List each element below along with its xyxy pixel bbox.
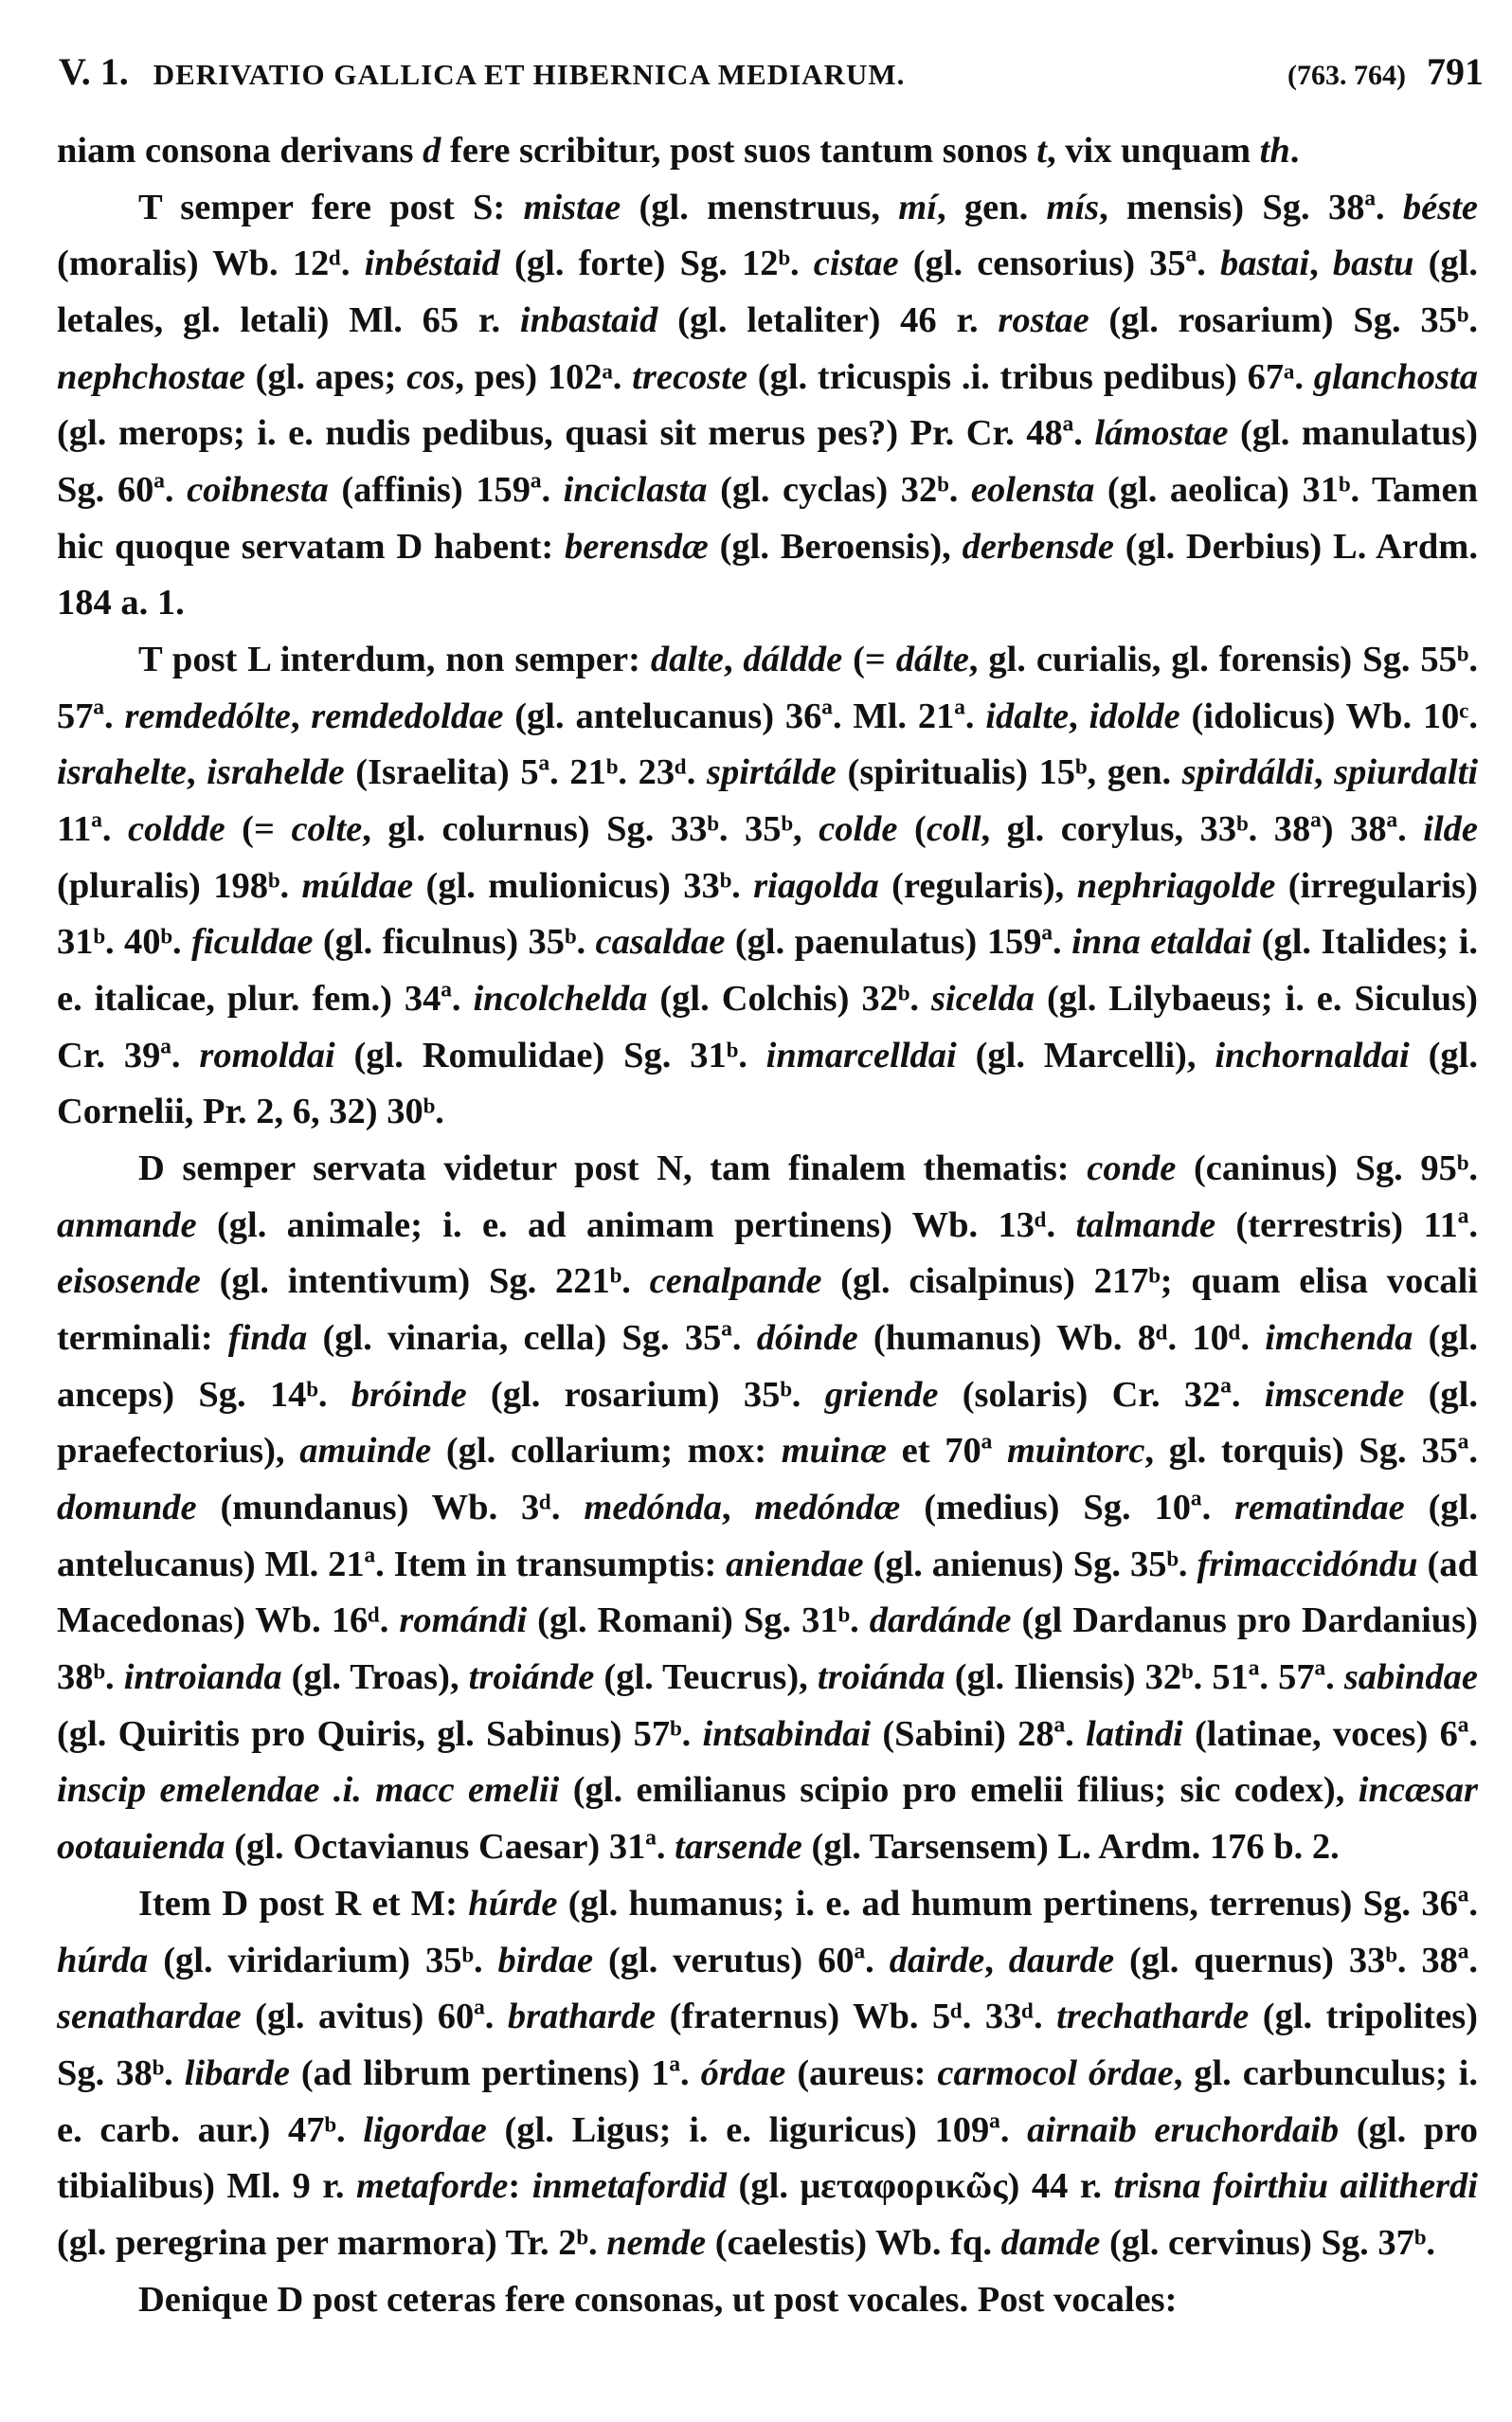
text-run: (gl. Colchis) 32ᵇ.: [647, 979, 931, 1020]
text-run: (aureus:: [785, 2052, 938, 2093]
text-run: ,: [723, 640, 744, 680]
text-run: ,: [721, 1488, 755, 1528]
header-title: DERIVATIO GALLICA ET HIBERNICA MEDIARUM.: [153, 58, 906, 91]
text-run: (gl. merops; i. e. nudis pedibus, quasi sit merus pes?) Pr. Cr. 48ª.: [57, 413, 1095, 454]
text-run: (gl. Tarsensem) L. Ardm. 176 b. 2.: [801, 1827, 1340, 1868]
italic-term: trecoste: [632, 356, 748, 397]
text-run: (gl. manulatus) Sg. 60ª.: [57, 413, 1478, 511]
text-run: (gl. quernus) 33ᵇ. 38ª.: [1114, 1940, 1479, 1980]
italic-term: romándi: [399, 1600, 528, 1641]
text-run: (: [897, 809, 927, 850]
text-run: (gl. cyclas) 32ᵇ.: [707, 470, 971, 511]
text-run: .: [1289, 131, 1300, 171]
italic-term: cos: [406, 356, 456, 397]
text-run: (medius) Sg. 10ª.: [900, 1488, 1235, 1528]
italic-term: dáldde: [743, 640, 843, 680]
text-run: (Israelita) 5ª. 21ᵇ. 23ᵈ.: [344, 752, 707, 793]
italic-term: inciclasta: [563, 470, 708, 511]
text-run: (ad librum pertinens) 1ª.: [289, 2052, 701, 2093]
italic-term: cistae: [813, 244, 899, 284]
text-run: (irregularis) 31ᵇ. 40ᵇ.: [57, 865, 1478, 963]
italic-term: inbastaid: [519, 300, 658, 341]
text-run: , gl. corylus, 33ᵇ. 38ª) 38ª.: [981, 809, 1424, 850]
text-run: (gl. Marcelli),: [956, 1035, 1215, 1075]
italic-term: domunde: [57, 1488, 197, 1528]
text-run: (gl. letales, gl. letali) Ml. 65 r.: [57, 244, 1478, 341]
text-run: (gl. animale; i. e. ad animam pertinens) Wb. 13ᵈ.: [196, 1204, 1076, 1245]
text-run: (gl. avitus) 60ª.: [241, 1997, 508, 2037]
text-run: ,: [984, 1940, 1009, 1980]
italic-term: glanchosta: [1313, 356, 1478, 397]
italic-term: lámostae: [1094, 413, 1229, 454]
italic-term: mistae: [523, 187, 621, 227]
text-run: (gl. Cornelii, Pr. 2, 6, 32) 30ᵇ.: [57, 1035, 1478, 1132]
text-run: , gen.: [936, 187, 1047, 227]
text-run: (gl. praefectorius),: [57, 1374, 1478, 1472]
text-run: (spiritualis) 15ᵇ, gen.: [836, 752, 1182, 793]
italic-term: israhelte: [57, 752, 187, 793]
italic-term: órdae: [700, 2052, 786, 2093]
italic-term: coll: [926, 809, 981, 850]
italic-term: aniendae: [726, 1544, 864, 1584]
italic-term: anmande: [57, 1204, 197, 1245]
italic-term: nephriagolde: [1076, 865, 1276, 906]
text-run: (caelestis) Wb. fq.: [706, 2222, 1001, 2263]
section-number: V. 1.: [59, 50, 129, 93]
text-run: (gl. peregrina per marmora) Tr. 2ᵇ.: [57, 2222, 607, 2263]
text-run: (gl. cervinus) Sg. 37ᵇ.: [1100, 2222, 1436, 2263]
text-run: (gl. aeolica) 31ᵇ. Tamen hic quoque servatam D habent:: [57, 470, 1478, 567]
text-run: (gl. Troas),: [281, 1657, 469, 1698]
text-run: Item D post R et M:: [138, 1883, 469, 1924]
text-run: (fraternus) Wb. 5ᵈ. 33ᵈ.: [656, 1997, 1057, 2037]
italic-term: birdae: [497, 1940, 594, 1980]
text-run: (gl. forte) Sg. 12ᵇ.: [499, 244, 814, 284]
text-run: (gl. censorius) 35ª.: [898, 244, 1220, 284]
text-run: (gl. tripolites) Sg. 38ᵇ.: [57, 1997, 1478, 2093]
italic-term: t: [1036, 131, 1047, 171]
text-run: (gl. pro tibialibus) Ml. 9 r.: [57, 2109, 1478, 2207]
italic-term: húrde: [468, 1883, 558, 1924]
italic-term: dóinde: [756, 1318, 858, 1359]
italic-term: daurde: [1008, 1940, 1115, 1980]
paragraph: [57, 632, 1478, 1141]
italic-term: talmande: [1075, 1204, 1216, 1245]
text-run: (gl. Ligus; i. e. liguricus) 109ª.: [486, 2109, 1028, 2150]
italic-term: inchornaldai: [1215, 1035, 1410, 1075]
italic-term: derbensde: [962, 526, 1114, 567]
italic-term: carmocol órdae: [937, 2052, 1174, 2093]
italic-term: tarsende: [675, 1827, 802, 1868]
italic-term: bratharde: [507, 1997, 657, 2037]
text-run: (gl. Octavianus Caesar) 31ª.: [225, 1827, 675, 1868]
text-run: (gl. viridarium) 35ᵇ.: [148, 1940, 498, 1980]
italic-term: spirdáldi: [1181, 752, 1314, 793]
italic-term: bastu: [1332, 244, 1414, 284]
text-run: (regularis),: [878, 865, 1077, 906]
margin-range: (763. 764): [1287, 60, 1406, 91]
text-run: (gl. humanus; i. e. ad humum pertinens, terrenus) Sg. 36ª.: [557, 1883, 1478, 1924]
text-run: (Sabini) 28ª.: [871, 1713, 1087, 1754]
text-run: , pes) 102ᵃ.: [455, 356, 633, 397]
text-run: (mundanus) Wb. 3ᵈ.: [196, 1488, 585, 1528]
italic-term: idolde: [1089, 696, 1180, 736]
italic-term: airnaib eruchordaib: [1027, 2109, 1340, 2150]
italic-term: bastai: [1219, 244, 1310, 284]
italic-term: sicelda: [930, 979, 1035, 1020]
text-run: (gl. paenulatus) 159ª.: [725, 922, 1072, 963]
italic-term: damde: [1000, 2222, 1101, 2263]
text-run: niam consona derivans: [57, 131, 423, 171]
text-run: (gl. Derbius) L. Ardm. 184 a. 1.: [57, 526, 1478, 624]
text-run: (terrestris) 11ª.: [1215, 1204, 1479, 1245]
italic-term: troiánda: [817, 1657, 945, 1698]
text-run: (humanus) Wb. 8ᵈ. 10ᵈ.: [857, 1318, 1266, 1359]
italic-term: d: [423, 131, 441, 171]
italic-term: inbéstaid: [364, 244, 500, 284]
italic-term: ilde: [1423, 809, 1478, 850]
text-run: (gl. mulionicus) 33ᵇ.: [413, 865, 754, 906]
text-run: D semper servata videtur post N, tam finalem thematis:: [138, 1148, 1088, 1189]
italic-term: colte: [291, 809, 363, 850]
italic-term: remdedoldae: [311, 696, 504, 736]
text-run: , gl. carbunculus; i. e. carb. aur.) 47ᵇ.: [57, 2052, 1478, 2150]
text-run: Denique D post ceteras fere consonas, ut post vocales. Post vocales:: [138, 2279, 1178, 2320]
italic-term: libarde: [184, 2052, 290, 2093]
italic-term: spirtálde: [706, 752, 837, 793]
italic-term: dálte: [895, 640, 969, 680]
italic-term: colde: [819, 809, 898, 850]
italic-term: berensdæ: [564, 526, 709, 567]
italic-term: riagolda: [753, 865, 879, 906]
text-run: (ad Macedonas) Wb. 16ᵈ.: [57, 1544, 1478, 1641]
italic-term: medóndæ: [754, 1488, 901, 1528]
italic-term: rematindae: [1234, 1488, 1405, 1528]
italic-term: introianda: [123, 1657, 282, 1698]
text-run: , gl. curialis, gl. forensis) Sg. 55ᵇ. 57ª.: [57, 640, 1478, 736]
text-run: (idolicus) Wb. 10ᶜ.: [1179, 696, 1479, 736]
text-run: (latinae, voces) 6ª.: [1182, 1713, 1478, 1754]
text-run: (gl. Lilybaeus; i. e. Siculus) Cr. 39ª.: [57, 979, 1478, 1075]
text-run: (gl. intentivum) Sg. 221ᵇ.: [200, 1261, 650, 1302]
italic-term: sabindae: [1343, 1657, 1479, 1698]
italic-term: israhelde: [207, 752, 345, 793]
text-run: (gl. rosarium) Sg. 35ᵇ.: [1089, 300, 1479, 341]
text-run: (gl. Quiritis pro Quiris, gl. Sabinus) 57ᵇ.: [57, 1713, 703, 1754]
text-run: ,: [1309, 244, 1333, 284]
italic-term: eisosende: [57, 1261, 201, 1302]
text-run: (gl. vinaria, cella) Sg. 35ª.: [307, 1318, 757, 1359]
italic-term: griende: [824, 1374, 939, 1415]
text-run: (gl. collarium; mox:: [431, 1431, 782, 1472]
paragraph: [57, 1876, 1478, 2272]
text-run: :: [508, 2166, 532, 2207]
text-run: (moralis) Wb. 12ᵈ.: [57, 244, 365, 284]
text-run: (gl. tricuspis .i. tribus pedibus) 67ᵃ.: [747, 356, 1314, 397]
text-run: (gl. menstruus,: [621, 187, 899, 227]
paragraph: [57, 180, 1478, 632]
italic-term: trisna foirthiu ailitherdi: [1113, 2166, 1478, 2207]
text-run: (gl. antelucanus) 36ª. Ml. 21ª.: [503, 696, 986, 736]
italic-term: eolensta: [970, 470, 1095, 511]
text-run: (gl. Iliensis) 32ᵇ. 51ª. 57ª.: [945, 1657, 1344, 1698]
text-run: (gl. ficulnus) 35ᵇ.: [313, 922, 596, 963]
italic-term: cenalpande: [649, 1261, 822, 1302]
text-run: (gl. verutus) 60ª.: [593, 1940, 890, 1980]
text-run: (=: [225, 809, 292, 850]
text-run: (gl. antelucanus) Ml. 21ª. Item in transumptis:: [57, 1488, 1478, 1584]
text-run: fere scribitur, post suos tantum sonos: [441, 131, 1037, 171]
italic-term: inscip emelendae .i. macc emelii: [57, 1770, 560, 1811]
paragraph: [57, 1141, 1478, 1876]
italic-term: spiurdalti: [1334, 752, 1479, 793]
body-text: [57, 123, 1478, 2403]
italic-term: amuinde: [299, 1431, 432, 1472]
italic-term: finda: [227, 1318, 308, 1359]
text-run: , gl. torquis) Sg. 35ª.: [1144, 1431, 1478, 1472]
text-run: (gl. Romani) Sg. 31ᵇ.: [527, 1600, 870, 1641]
italic-term: idalte: [985, 696, 1070, 736]
italic-term: incolchelda: [473, 979, 648, 1020]
italic-term: trechatharde: [1056, 1997, 1250, 2037]
italic-term: nephchostae: [57, 356, 245, 397]
italic-term: metaforde: [356, 2166, 509, 2207]
text-run: (pluralis) 198ᵇ.: [57, 865, 302, 906]
italic-term: intsabindai: [702, 1713, 872, 1754]
text-run: (gl. cisalpinus) 217ᵇ; quam elisa vocali terminali:: [57, 1261, 1478, 1359]
italic-term: muintorc: [1006, 1431, 1145, 1472]
text-run: (gl. rosarium) 35ᵇ.: [466, 1374, 825, 1415]
text-run: (gl. anceps) Sg. 14ᵇ.: [57, 1318, 1478, 1415]
text-run: (affinis) 159ª.: [328, 470, 564, 511]
italic-term: béste: [1402, 187, 1479, 227]
italic-term: medónda: [584, 1488, 722, 1528]
text-run: ,: [186, 752, 207, 793]
italic-term: th: [1259, 131, 1290, 171]
text-run: (gl. emilianus scipio pro emelii filius; sic codex),: [559, 1770, 1359, 1811]
text-run: et 70ª: [887, 1431, 1007, 1472]
italic-term: muinæ: [781, 1431, 888, 1472]
text-run: (gl. apes;: [244, 356, 407, 397]
text-run: (gl. Romulidae) Sg. 31ᵇ.: [334, 1035, 766, 1075]
italic-term: inmetafordid: [531, 2166, 728, 2207]
text-run: , gl. colurnus) Sg. 33ᵇ. 35ᵇ,: [362, 809, 819, 850]
italic-term: rostae: [998, 300, 1089, 341]
italic-term: casaldae: [595, 922, 726, 963]
italic-term: múldae: [301, 865, 414, 906]
italic-term: dardánde: [869, 1600, 1012, 1641]
italic-term: inna etaldai: [1071, 922, 1252, 963]
italic-term: latindi: [1086, 1713, 1183, 1754]
italic-term: dalte: [650, 640, 724, 680]
italic-term: mís: [1046, 187, 1100, 227]
text-run: (gl. anienus) Sg. 35ᵇ.: [863, 1544, 1197, 1584]
italic-term: ficuldae: [191, 922, 314, 963]
italic-term: conde: [1087, 1148, 1177, 1189]
text-run: , mensis) Sg. 38ª.: [1099, 187, 1403, 227]
text-run: (gl. μεταφορικῶς) 44 r.: [727, 2166, 1114, 2207]
italic-term: remdedólte: [124, 696, 291, 736]
italic-term: dairde: [889, 1940, 985, 1980]
italic-term: ligordae: [363, 2109, 487, 2150]
text-run: (caninus) Sg. 95ᵇ.: [1176, 1148, 1478, 1189]
text-run: T post L interdum, non semper:: [138, 640, 651, 680]
italic-term: romoldai: [199, 1035, 335, 1075]
text-run: (gl. Teucrus),: [594, 1657, 818, 1698]
italic-term: bróinde: [351, 1374, 467, 1415]
text-run: 11ª.: [57, 809, 129, 850]
italic-term: frimaccidóndu: [1197, 1544, 1418, 1584]
text-run: ,: [1069, 696, 1089, 736]
italic-term: mí: [898, 187, 937, 227]
text-run: T semper fere post S:: [138, 187, 524, 227]
italic-term: nemde: [606, 2222, 707, 2263]
italic-term: coldde: [128, 809, 225, 850]
text-run: (=: [842, 640, 896, 680]
running-header: [59, 49, 1484, 116]
page-number: 791: [1427, 50, 1484, 93]
italic-term: húrda: [57, 1940, 149, 1980]
text-run: (solaris) Cr. 32ª.: [938, 1374, 1265, 1415]
italic-term: incæsar ootauienda: [57, 1770, 1478, 1868]
paragraph: [57, 123, 1478, 180]
italic-term: senathardae: [57, 1997, 242, 2037]
text-run: (gl. Beroensis),: [708, 526, 963, 567]
italic-term: inmarcelldai: [765, 1035, 957, 1075]
text-run: , vix unquam: [1047, 131, 1260, 171]
text-run: ,: [290, 696, 312, 736]
italic-term: coibnesta: [187, 470, 329, 511]
text-run: (gl. letaliter) 46 r.: [657, 300, 999, 341]
italic-term: troiánde: [468, 1657, 595, 1698]
paragraph: [57, 2272, 1478, 2329]
italic-term: imscende: [1264, 1374, 1405, 1415]
text-run: ,: [1313, 752, 1335, 793]
text-run: (gl. Italides; i. e. italicae, plur. fem.) 34ª.: [57, 922, 1479, 1020]
italic-term: imchenda: [1265, 1318, 1413, 1359]
text-run: (gl Dardanus pro Dardanius) 38ᵇ.: [57, 1600, 1478, 1698]
